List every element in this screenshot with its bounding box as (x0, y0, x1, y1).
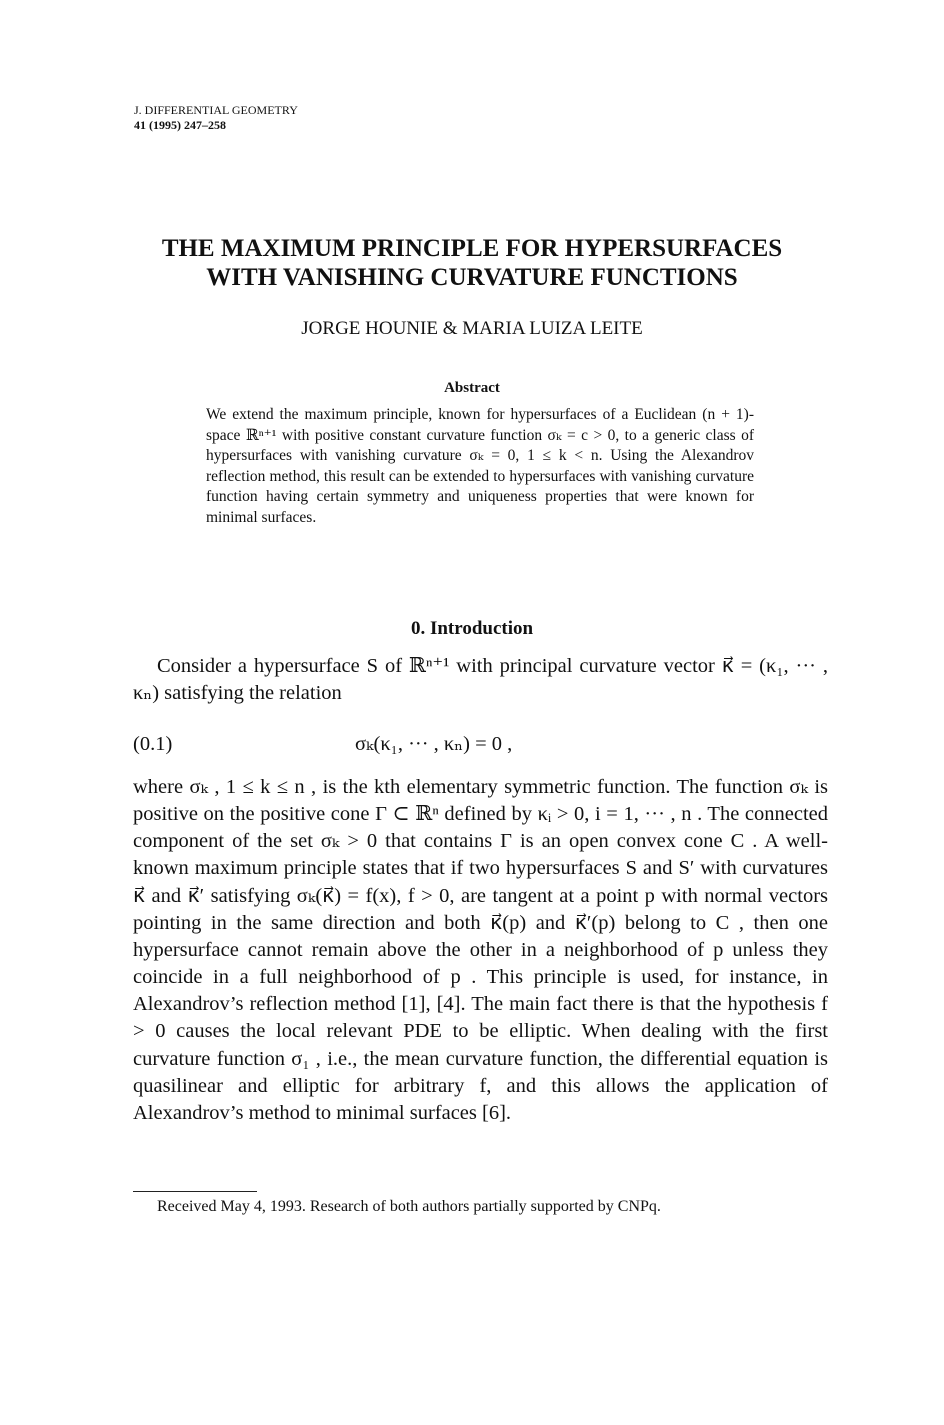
footnote: Received May 4, 1993. Research of both authors partially supported by CNPq. (157, 1198, 661, 1215)
equation: σₖ(κ₁, ··· , κₙ) = 0 , (355, 733, 513, 755)
abstract-heading: Abstract (444, 380, 500, 396)
footnote-divider (133, 1191, 257, 1192)
paper-title (0, 234, 944, 292)
intro-paragraph-1: Consider a hypersurface S of ℝⁿ⁺¹ with principal curvature vector κ⃗ = (κ₁, ··· , κₙ) satisfying the relation (133, 655, 828, 704)
section-heading: 0. Introduction (410, 618, 534, 639)
abstract-text: We extend the maximum principle, known for hypersurfaces of a Euclidean (n + 1)-space ℝⁿ⁺¹ with positive constant curvature function σₖ = c > 0, to a generic class of hypersurfaces with vanishing curvature σₖ = 0, 1 ≤ k < n. Using the Alexandrov reflection method, this result can be extended to hypersurfaces with vanishing curvature function having certain symmetry and uniqueness properties that were known for minimal surfaces. (206, 406, 754, 526)
title-line-2: WITH VANISHING CURVATURE FUNCTIONS (206, 264, 738, 291)
paper-authors: JORGE HOUNIE & MARIA LUIZA LEITE (301, 318, 643, 339)
journal-header (134, 103, 298, 133)
journal-name: J. DIFFERENTIAL GEOMETRY (134, 103, 298, 117)
journal-volume-pages: 41 (1995) 247–258 (134, 118, 226, 132)
title-line-1: THE MAXIMUM PRINCIPLE FOR HYPERSURFACES (161, 235, 783, 262)
intro-paragraph-2: where σₖ , 1 ≤ k ≤ n , is the kth elementary symmetric function. The function σₖ is positive on the positive cone Γ ⊂ ℝⁿ defined by κᵢ > 0, i = 1, ··· , n . The connected component of the set σₖ > 0 that contains Γ is an open convex cone C . A well-known maximum principle states that if two hypersurfaces S and S′ with curvatures κ⃗ and κ⃗′ satisfying σₖ(κ⃗) = f(x), f > 0, are tangent at a point p with normal vectors pointing in the same direction and both κ⃗(p) and κ⃗′(p) belong to C , then one hypersurface cannot remain above the other in a neighborhood of p unless they coincide in a full neighborhood of p . This principle is used, for instance, in Alexandrov’s reflection method [1], [4]. The main fact there is that the hypothesis f > 0 causes the local relevant PDE to be elliptic. When dealing with the first curvature function σ₁ , i.e., the mean curvature function, the differential equation is quasilinear and elliptic for arbitrary f, and this allows the application of Alexandrov’s method to minimal surfaces [6]. (133, 776, 828, 1124)
equation-label: (0.1) (133, 733, 173, 755)
